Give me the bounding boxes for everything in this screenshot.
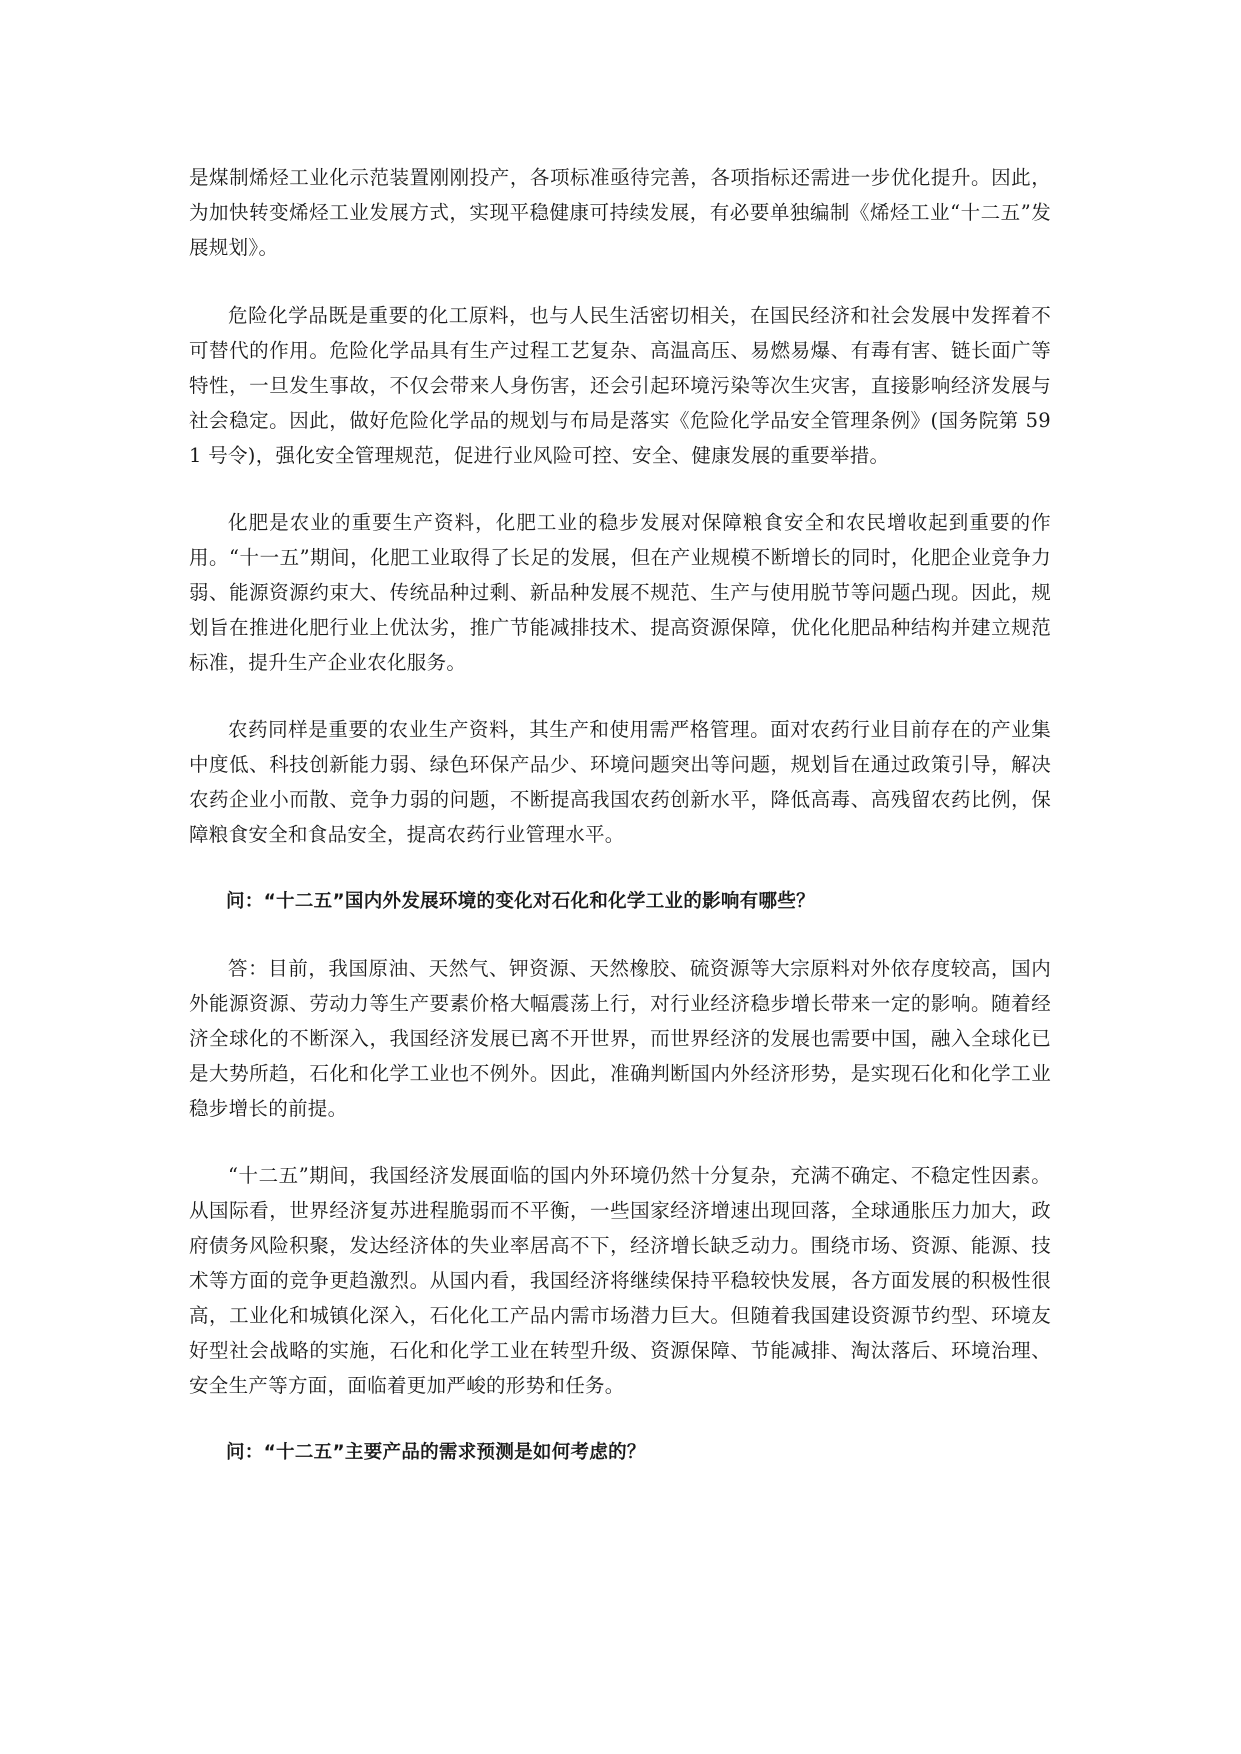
answer-raw-material-dependence: 答：目前，我国原油、天然气、钾资源、天然橡胶、硫资源等大宗原料对外依存度较高，国内外能源资源、劳动力等生产要素价格大幅震荡上行，对行业经济稳步增长带来一定的影响。随着经济全球化的不断深入，我国经济发展已离不开世界，而世界经济的发展也需要中国，融入全球化已是大势所趋，石化和化学工业也不例外。因此，准确判断国内外经济形势，是实现石化和化学工业稳步增长的前提。 xyxy=(189,957,1051,1120)
paragraph-olefin-plan: 是煤制烯烃工业化示范装置刚刚投产，各项标准亟待完善，各项指标还需进一步优化提升。因此，为加快转变烯烃工业发展方式，实现平稳健康可持续发展，有必要单独编制《烯烃工业“十二五”发展规划》。 xyxy=(189,166,1051,259)
document-page xyxy=(189,160,1051,1502)
paragraph-pesticide: 农药同样是重要的农业生产资料，其生产和使用需严格管理。面对农药行业目前存在的产业集中度低、科技创新能力弱、绿色环保产品少、环境问题突出等问题，规划旨在通过政策引导，解决农药企业小而散、竞争力弱的问题，不断提高我国农药创新水平，降低高毒、高残留农药比例，保障粮食安全和食品安全，提高农药行业管理水平。 xyxy=(189,718,1051,846)
paragraph-fertilizer: 化肥是农业的重要生产资料，化肥工业的稳步发展对保障粮食安全和农民增收起到重要的作用。“十一五”期间，化肥工业取得了长足的发展，但在产业规模不断增长的同时，化肥企业竞争力弱、能源资源约束大、传统品种过剩、新品种发展不规范、生产与使用脱节等问题凸现。因此，规划旨在推进化肥行业上优汰劣，推广节能减排技术、提高资源保障，优化化肥品种结构并建立规范标准，提升生产企业农化服务。 xyxy=(189,511,1051,674)
question-demand-forecast: 问：“十二五”主要产品的需求预测是如何考虑的？ xyxy=(226,1442,646,1463)
question-development-environment: 问：“十二五”国内外发展环境的变化对石化和化学工业的影响有哪些？ xyxy=(226,891,815,912)
paragraph-hazardous-chemicals: 危险化学品既是重要的化工原料，也与人民生活密切相关，在国民经济和社会发展中发挥着不可替代的作用。危险化学品具有生产过程工艺复杂、高温高压、易燃易爆、有毒有害、链长面广等特性，一旦发生事故，不仅会带来人身伤害，还会引起环境污染等次生灾害，直接影响经济发展与社会稳定。因此，做好危险化学品的规划与布局是落实《危险化学品安全管理条例》(国务院第 591 号令)，强化安全管理规范，促进行业风险可控、安全、健康发展的重要举措。 xyxy=(189,304,1051,467)
paragraph-domestic-international-environment: “十二五”期间，我国经济发展面临的国内外环境仍然十分复杂，充满不确定、不稳定性因素。从国际看，世界经济复苏进程脆弱而不平衡，一些国家经济增速出现回落，全球通胀压力加大，政府债务风险积聚，发达经济体的失业率居高不下，经济增长缺乏动力。围绕市场、资源、能源、技术等方面的竞争更趋激烈。从国内看，我国经济将继续保持平稳较快发展，各方面发展的积极性很高，工业化和城镇化深入，石化化工产品内需市场潜力巨大。但随着我国建设资源节约型、环境友好型社会战略的实施，石化和化学工业在转型升级、资源保障、节能减排、淘汰落后、环境治理、安全生产等方面，面临着更加严峻的形势和任务。 xyxy=(189,1164,1051,1397)
